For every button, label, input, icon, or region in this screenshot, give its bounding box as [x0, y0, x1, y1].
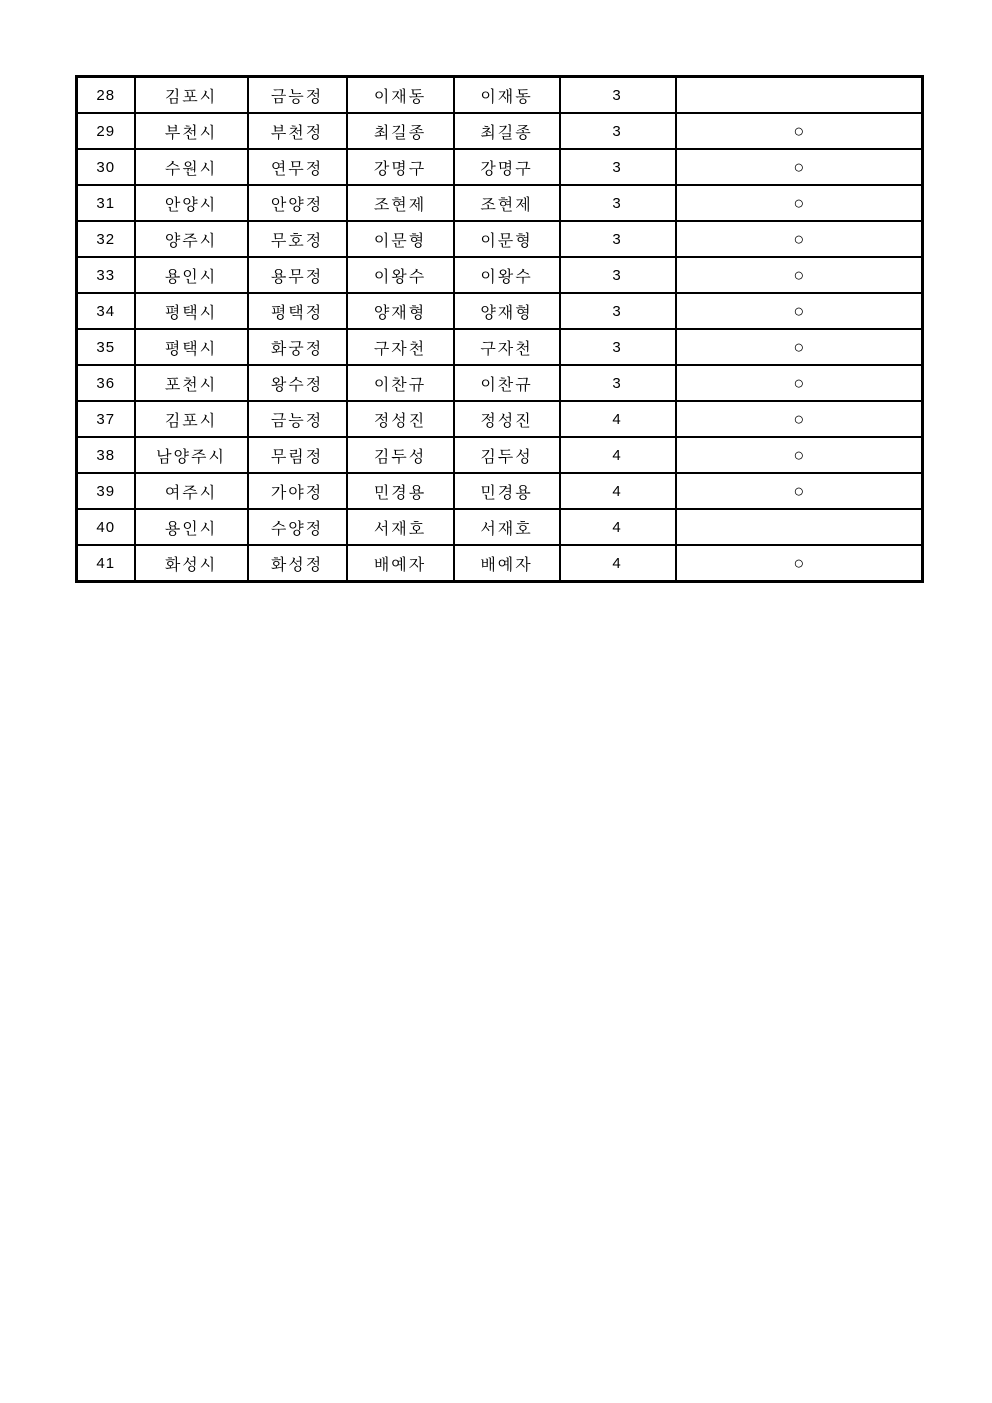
cell-club: 수양정: [248, 509, 347, 545]
cell-mark: ○: [676, 437, 923, 473]
cell-name: 구자천: [347, 329, 454, 365]
table-row: [77, 149, 923, 185]
cell-city: 용인시: [135, 509, 248, 545]
cell-round-number: 3: [560, 149, 676, 185]
cell-mark: ○: [676, 113, 923, 149]
cell-club: 무호정: [248, 221, 347, 257]
cell-name-confirm: 김두성: [454, 437, 560, 473]
cell-name-confirm: 이왕수: [454, 257, 560, 293]
cell-club: 안양정: [248, 185, 347, 221]
cell-name-confirm: 양재형: [454, 293, 560, 329]
table-row: [77, 185, 923, 221]
cell-mark: ○: [676, 149, 923, 185]
cell-round-number: 3: [560, 365, 676, 401]
cell-mark: ○: [676, 185, 923, 221]
cell-row-number: 29: [77, 113, 135, 149]
cell-name: 민경용: [347, 473, 454, 509]
cell-club: 용무정: [248, 257, 347, 293]
table-row: [77, 473, 923, 509]
cell-name-confirm: 조현제: [454, 185, 560, 221]
cell-round-number: 4: [560, 509, 676, 545]
cell-mark: ○: [676, 401, 923, 437]
cell-name: 조현제: [347, 185, 454, 221]
cell-row-number: 30: [77, 149, 135, 185]
cell-club: 무림정: [248, 437, 347, 473]
cell-mark: ○: [676, 473, 923, 509]
table-row: [77, 509, 923, 545]
cell-name: 정성진: [347, 401, 454, 437]
cell-city: 김포시: [135, 77, 248, 114]
cell-club: 평택정: [248, 293, 347, 329]
cell-name-confirm: 배예자: [454, 545, 560, 582]
cell-city: 여주시: [135, 473, 248, 509]
cell-city: 수원시: [135, 149, 248, 185]
cell-mark: ○: [676, 329, 923, 365]
cell-city: 김포시: [135, 401, 248, 437]
table-row: [77, 113, 923, 149]
cell-round-number: 3: [560, 185, 676, 221]
roster-table: [75, 75, 924, 583]
cell-row-number: 34: [77, 293, 135, 329]
cell-mark: ○: [676, 365, 923, 401]
cell-name: 이왕수: [347, 257, 454, 293]
cell-row-number: 31: [77, 185, 135, 221]
table-row: [77, 221, 923, 257]
cell-name-confirm: 이문형: [454, 221, 560, 257]
cell-round-number: 3: [560, 329, 676, 365]
cell-round-number: 4: [560, 401, 676, 437]
cell-row-number: 33: [77, 257, 135, 293]
cell-row-number: 39: [77, 473, 135, 509]
cell-name: 양재형: [347, 293, 454, 329]
cell-row-number: 32: [77, 221, 135, 257]
cell-round-number: 3: [560, 77, 676, 114]
cell-round-number: 4: [560, 473, 676, 509]
cell-mark: [676, 77, 923, 114]
cell-club: 금능정: [248, 401, 347, 437]
cell-city: 평택시: [135, 293, 248, 329]
roster-table-body: [77, 77, 923, 582]
cell-city: 양주시: [135, 221, 248, 257]
cell-club: 가야정: [248, 473, 347, 509]
cell-club: 금능정: [248, 77, 347, 114]
cell-name: 이찬규: [347, 365, 454, 401]
cell-name-confirm: 구자천: [454, 329, 560, 365]
cell-name-confirm: 민경용: [454, 473, 560, 509]
cell-city: 부천시: [135, 113, 248, 149]
table-row: [77, 329, 923, 365]
cell-row-number: 38: [77, 437, 135, 473]
cell-row-number: 28: [77, 77, 135, 114]
cell-row-number: 37: [77, 401, 135, 437]
cell-name-confirm: 정성진: [454, 401, 560, 437]
table-row: [77, 545, 923, 582]
table-row: [77, 437, 923, 473]
cell-mark: ○: [676, 545, 923, 582]
cell-mark: ○: [676, 257, 923, 293]
table-row: [77, 77, 923, 114]
cell-club: 부천정: [248, 113, 347, 149]
cell-name: 서재호: [347, 509, 454, 545]
cell-round-number: 3: [560, 293, 676, 329]
cell-name: 최길종: [347, 113, 454, 149]
cell-city: 남양주시: [135, 437, 248, 473]
cell-city: 포천시: [135, 365, 248, 401]
cell-round-number: 4: [560, 545, 676, 582]
cell-round-number: 3: [560, 221, 676, 257]
cell-name-confirm: 이찬규: [454, 365, 560, 401]
table-row: [77, 293, 923, 329]
cell-row-number: 41: [77, 545, 135, 582]
cell-city: 용인시: [135, 257, 248, 293]
cell-name-confirm: 이재동: [454, 77, 560, 114]
cell-row-number: 35: [77, 329, 135, 365]
cell-round-number: 3: [560, 113, 676, 149]
cell-name: 이문형: [347, 221, 454, 257]
cell-city: 평택시: [135, 329, 248, 365]
cell-name-confirm: 강명구: [454, 149, 560, 185]
cell-city: 안양시: [135, 185, 248, 221]
cell-row-number: 36: [77, 365, 135, 401]
cell-name: 이재동: [347, 77, 454, 114]
cell-club: 화궁정: [248, 329, 347, 365]
cell-round-number: 3: [560, 257, 676, 293]
table-row: [77, 257, 923, 293]
table-row: [77, 365, 923, 401]
cell-name: 강명구: [347, 149, 454, 185]
cell-name: 배예자: [347, 545, 454, 582]
cell-mark: [676, 509, 923, 545]
cell-club: 연무정: [248, 149, 347, 185]
cell-club: 왕수정: [248, 365, 347, 401]
cell-city: 화성시: [135, 545, 248, 582]
cell-name-confirm: 최길종: [454, 113, 560, 149]
cell-mark: ○: [676, 221, 923, 257]
cell-name-confirm: 서재호: [454, 509, 560, 545]
table-row: [77, 401, 923, 437]
cell-round-number: 4: [560, 437, 676, 473]
cell-mark: ○: [676, 293, 923, 329]
cell-club: 화성정: [248, 545, 347, 582]
cell-row-number: 40: [77, 509, 135, 545]
cell-name: 김두성: [347, 437, 454, 473]
